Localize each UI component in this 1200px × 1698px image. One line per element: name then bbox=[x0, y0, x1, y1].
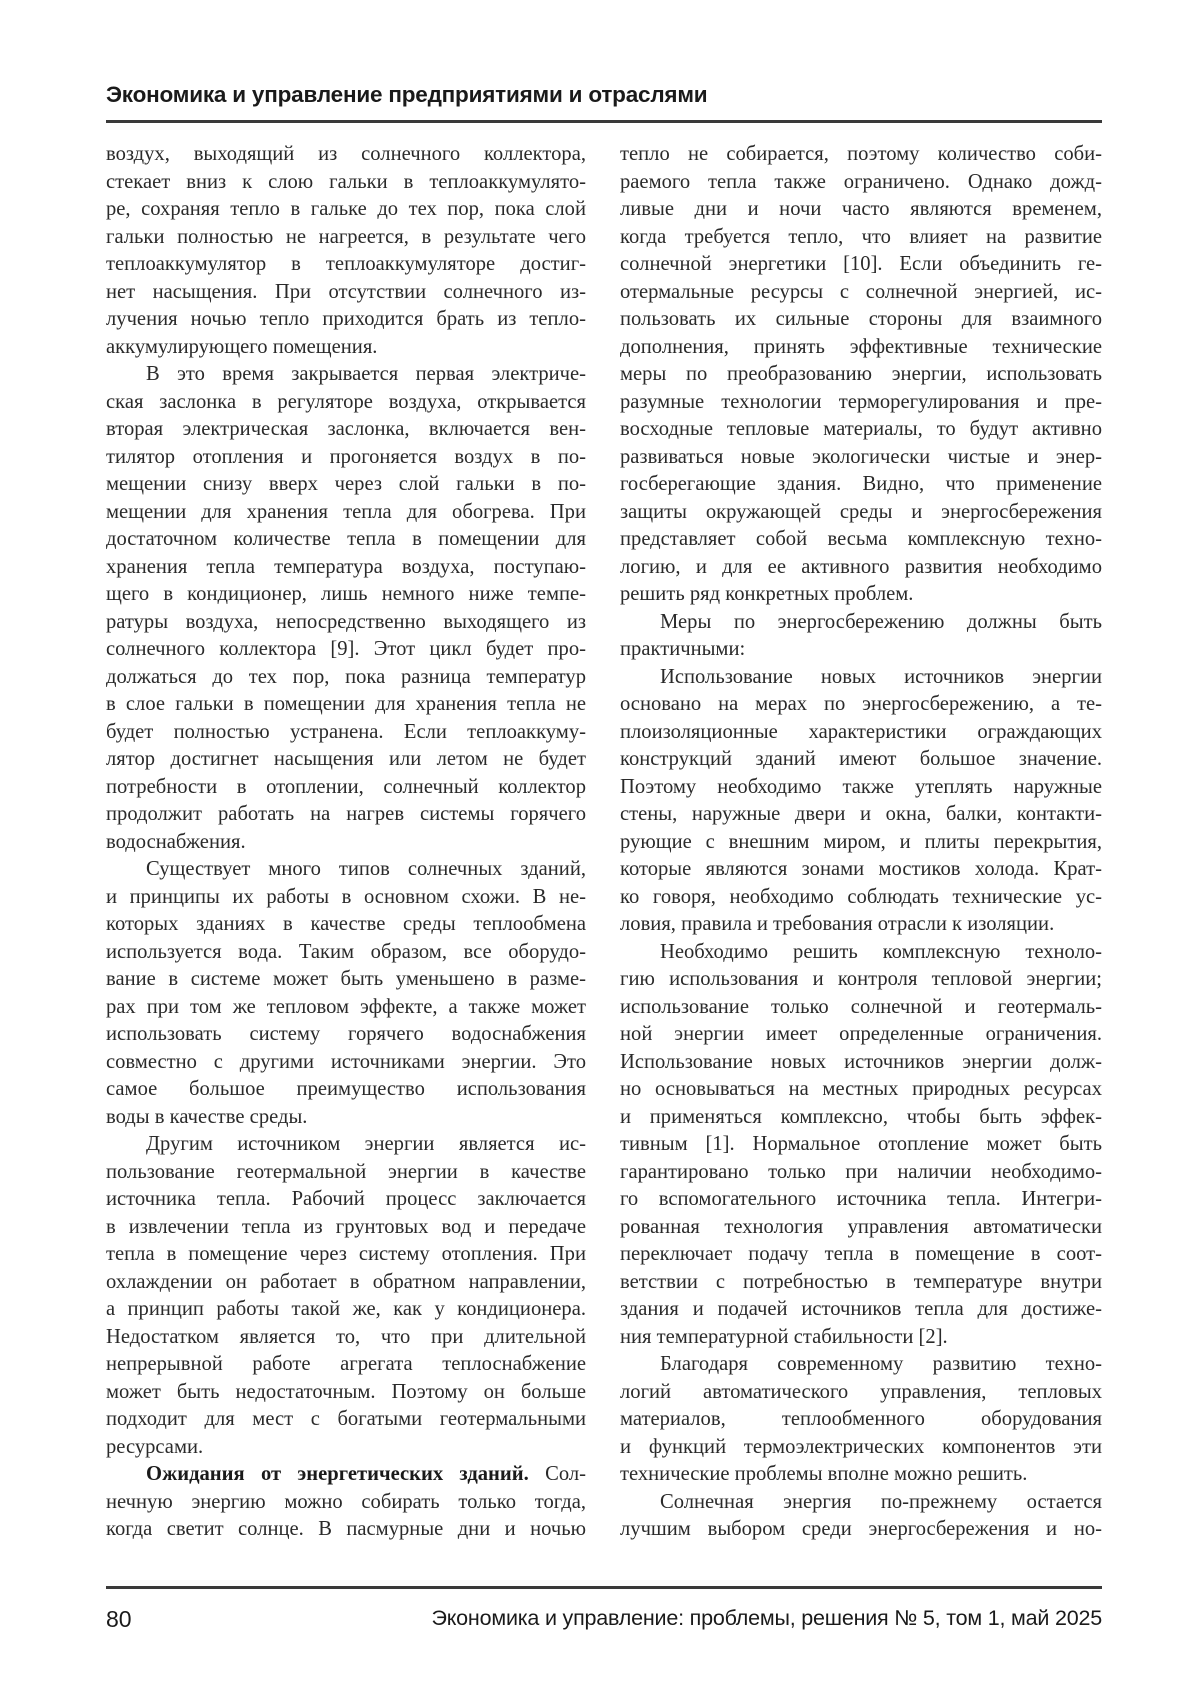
text-line bbox=[620, 361, 1102, 389]
text-line-content: достаточном количестве тепла в помещении для bbox=[106, 528, 586, 550]
text-line bbox=[620, 471, 1102, 499]
text-line bbox=[620, 1461, 1102, 1489]
text-line-content: технические проблемы вполне можно решить. bbox=[620, 1463, 1028, 1485]
text-line-content: защиты окружающей среды и энергосбережения bbox=[620, 500, 1102, 523]
text-line-content: гию использования и контроля тепловой энергии; bbox=[620, 968, 1102, 990]
text-line bbox=[106, 1076, 586, 1104]
text-line bbox=[620, 884, 1102, 912]
text-line-content: солнечной энергетики [10]. Если объединить ге- bbox=[620, 253, 1102, 275]
text-line bbox=[620, 966, 1102, 994]
left-column bbox=[106, 141, 586, 1544]
text-line bbox=[106, 251, 586, 279]
text-line bbox=[620, 664, 1102, 692]
text-line bbox=[106, 1049, 586, 1077]
text-line-content: разумные технологии терморегулирования и пре- bbox=[620, 390, 1102, 413]
page-number: 80 bbox=[106, 1606, 132, 1632]
text-line-content: Необходимо решить комплексную техноло- bbox=[660, 940, 1102, 963]
text-line-content: ресурсами. bbox=[106, 1435, 204, 1458]
running-title: Экономика и управление предприятиями и отраслями bbox=[106, 82, 708, 107]
text-line-content: мещении для хранения тепла для обогрева. При bbox=[106, 500, 586, 523]
text-line bbox=[620, 526, 1102, 554]
text-line bbox=[106, 856, 586, 884]
text-line bbox=[106, 1241, 586, 1269]
text-line-content: будет полностью устранена. Если теплоаккуму- bbox=[106, 720, 586, 743]
text-line bbox=[620, 1351, 1102, 1379]
text-line-content: источника тепла. Рабочий процесс заключается bbox=[106, 1188, 586, 1210]
text-line-content: нет насыщения. При отсутствии солнечного из- bbox=[106, 280, 586, 303]
text-line-content: пользовать их сильные стороны для взаимного bbox=[620, 308, 1102, 330]
text-line-content: совместно с другими источниками энергии. Это bbox=[106, 1050, 586, 1073]
text-line bbox=[620, 994, 1102, 1022]
text-line bbox=[106, 444, 586, 472]
text-line-content: самое большое преимущество использования bbox=[106, 1078, 586, 1100]
text-line bbox=[620, 1516, 1102, 1544]
text-line bbox=[620, 1434, 1102, 1462]
text-line bbox=[620, 746, 1102, 774]
text-line-content: вторая электрическая заслонка, включается вен- bbox=[106, 418, 586, 440]
footer-rule bbox=[106, 1586, 1102, 1589]
text-line bbox=[106, 691, 586, 719]
text-line-content: и функций термоэлектрических компонентов эти bbox=[620, 1435, 1102, 1458]
text-line-content: лучения ночью тепло приходится брать из тепло- bbox=[106, 308, 586, 330]
text-line-content: основано на мерах по энергосбережению, а те- bbox=[620, 693, 1102, 715]
text-line-content: охлаждении он работает в обратном направлении, bbox=[106, 1270, 586, 1293]
text-line bbox=[620, 1131, 1102, 1159]
text-line-content: и принципы их работы в основном схожи. В не- bbox=[106, 885, 586, 908]
text-line bbox=[620, 444, 1102, 472]
text-line bbox=[106, 939, 586, 967]
text-line bbox=[106, 196, 586, 224]
text-line-content: ловия, правила и требования отрасли к изоляции. bbox=[620, 913, 1055, 935]
text-line-content: потребности в отоплении, солнечный коллектор bbox=[106, 775, 586, 798]
text-line bbox=[106, 884, 586, 912]
text-line-content: может быть недостаточным. Поэтому он больше bbox=[106, 1380, 586, 1403]
text-line bbox=[620, 416, 1102, 444]
text-line bbox=[620, 1269, 1102, 1297]
text-line-content: хранения тепла температура воздуха, поступаю- bbox=[106, 555, 586, 578]
text-line-content: отермальные ресурсы с солнечной энергией, ис- bbox=[620, 280, 1102, 303]
text-line bbox=[106, 1434, 586, 1462]
text-line-content: практичными: bbox=[620, 638, 746, 660]
text-line-content: но основываться на местных природных ресурсах bbox=[620, 1078, 1102, 1100]
text-line-content: когда требуется тепло, что влияет на развитие bbox=[620, 225, 1102, 248]
text-line-content: рующие с внешним миром, и плиты перекрытия, bbox=[620, 830, 1102, 853]
text-line bbox=[620, 609, 1102, 637]
text-line bbox=[106, 1461, 586, 1489]
text-line-content: развиваться новые экологически чистые и энер- bbox=[620, 445, 1102, 468]
text-line-content: Существует много типов солнечных зданий, bbox=[146, 858, 586, 880]
text-line-content: Меры по энергосбережению должны быть bbox=[660, 610, 1102, 633]
text-line-content: В это время закрывается первая электриче- bbox=[146, 363, 586, 385]
section-lead-heading: Ожидания от энергетических зданий. bbox=[146, 1463, 529, 1485]
text-line-content: аккумулирующего помещения. bbox=[106, 335, 378, 358]
text-line bbox=[620, 251, 1102, 279]
text-line bbox=[106, 361, 586, 389]
text-line bbox=[106, 306, 586, 334]
text-line-content: которые являются зонами мостиков холода. Крат- bbox=[620, 858, 1102, 880]
text-line-content: тепла в помещение через систему отопления. При bbox=[106, 1243, 586, 1265]
text-line-content: нечную энергию можно собирать только тогда, bbox=[106, 1490, 586, 1513]
text-line bbox=[620, 499, 1102, 527]
right-column bbox=[620, 141, 1102, 1544]
text-line bbox=[106, 141, 586, 169]
text-line-content: го вспомогательного источника тепла. Интегри- bbox=[620, 1188, 1102, 1210]
text-line-content: здания и подачей источников тепла для достиже- bbox=[620, 1298, 1102, 1320]
text-line-content: Недостатком является то, что при длительной bbox=[106, 1325, 586, 1348]
text-line-content: теплоаккумулятор в теплоаккумуляторе достиг- bbox=[106, 253, 586, 275]
text-line bbox=[620, 389, 1102, 417]
text-line-content: материалов, теплообменного оборудования bbox=[620, 1408, 1102, 1430]
text-line-content: использование только солнечной и геотермаль- bbox=[620, 995, 1102, 1018]
text-line bbox=[106, 169, 586, 197]
text-line bbox=[106, 554, 586, 582]
text-line bbox=[620, 1241, 1102, 1269]
text-line bbox=[106, 499, 586, 527]
text-line-content: представляет собой весьма комплексную техно- bbox=[620, 528, 1102, 550]
text-line bbox=[106, 746, 586, 774]
text-line bbox=[620, 169, 1102, 197]
text-line-content: госберегающие здания. Видно, что применение bbox=[620, 473, 1102, 495]
text-line bbox=[106, 1021, 586, 1049]
text-line-content: гарантировано только при наличии необходимо- bbox=[620, 1160, 1102, 1183]
text-line-content: Солнечная энергия по-прежнему остается bbox=[660, 1490, 1102, 1513]
text-line-content: конструкций зданий имеют большое значение. bbox=[620, 748, 1102, 770]
text-line-content: пользование геотермальной энергии в качестве bbox=[106, 1160, 586, 1183]
text-line-content: продолжит работать на нагрев системы горячего bbox=[106, 803, 586, 825]
text-line-content: используется вода. Таким образом, все оборудо- bbox=[106, 940, 586, 963]
text-line-content: Поэтому необходимо также утеплять наружные bbox=[620, 775, 1102, 798]
text-line-content: солнечного коллектора [9]. Этот цикл будет про- bbox=[106, 638, 586, 660]
text-line bbox=[106, 609, 586, 637]
text-line bbox=[620, 1076, 1102, 1104]
text-line bbox=[620, 939, 1102, 967]
text-line-content: восходные тепловые материалы, то будут активно bbox=[620, 418, 1102, 440]
text-line bbox=[106, 1489, 586, 1517]
text-line bbox=[106, 1351, 586, 1379]
text-line bbox=[106, 526, 586, 554]
text-line-content: Использование новых источников энергии долж- bbox=[620, 1050, 1102, 1073]
text-line-content: лятор достигнет насыщения или летом не будет bbox=[106, 748, 586, 770]
text-line bbox=[106, 1406, 586, 1434]
text-line-content: подходит для мест с богатыми геотермальными bbox=[106, 1408, 586, 1430]
text-line bbox=[620, 774, 1102, 802]
text-line-content: ко говоря, необходимо соблюдать технические ус- bbox=[620, 885, 1102, 908]
text-line-content: переключает подачу тепла в помещение в соот- bbox=[620, 1243, 1102, 1265]
text-line bbox=[620, 1489, 1102, 1517]
text-line bbox=[620, 1021, 1102, 1049]
text-line bbox=[620, 636, 1102, 664]
text-line-content: тепло не собирается, поэтому количество соби- bbox=[620, 143, 1102, 165]
text-line bbox=[106, 279, 586, 307]
text-line-content: ратуры воздуха, непосредственно выходящего из bbox=[106, 610, 586, 633]
text-line bbox=[106, 1379, 586, 1407]
text-line-content: которых зданиях в качестве среды теплообмена bbox=[106, 913, 586, 935]
text-line-content: тилятор отопления и прогоняется воздух в по- bbox=[106, 445, 586, 468]
text-line-content: когда светит солнце. В пасмурные дни и ночью bbox=[106, 1518, 586, 1540]
text-line bbox=[620, 856, 1102, 884]
text-line bbox=[106, 911, 586, 939]
text-line-content: водоснабжения. bbox=[106, 830, 246, 853]
text-line-content: ская заслонка в регуляторе воздуха, открывается bbox=[106, 390, 586, 413]
text-line bbox=[620, 1214, 1102, 1242]
text-line-content: ре, сохраняя тепло в гальке до тех пор, пока слой bbox=[106, 198, 586, 220]
text-line-content: ния температурной стабильности [2]. bbox=[620, 1325, 948, 1348]
text-line bbox=[620, 691, 1102, 719]
text-line bbox=[106, 994, 586, 1022]
text-line bbox=[106, 416, 586, 444]
text-line bbox=[620, 1104, 1102, 1132]
text-line bbox=[106, 1296, 586, 1324]
text-line-content: меры по преобразованию энергии, использовать bbox=[620, 363, 1102, 385]
text-line bbox=[106, 224, 586, 252]
text-line bbox=[620, 719, 1102, 747]
text-line bbox=[620, 334, 1102, 362]
text-line-content: вание в системе может быть уменьшено в разме- bbox=[106, 968, 586, 990]
text-line-content: логий автоматического управления, тепловых bbox=[620, 1380, 1102, 1403]
text-line bbox=[620, 224, 1102, 252]
text-line-content: стены, наружные двери и окна, балки, контакти- bbox=[620, 803, 1102, 825]
text-line bbox=[106, 1269, 586, 1297]
text-line-content: воды в качестве среды. bbox=[106, 1105, 308, 1128]
text-line bbox=[620, 829, 1102, 857]
text-line-content: стекает вниз к слою гальки в теплоаккумулято- bbox=[106, 170, 586, 193]
text-line bbox=[106, 389, 586, 417]
text-line-content: и применяться комплексно, чтобы быть эффек- bbox=[620, 1105, 1102, 1128]
text-line bbox=[106, 334, 586, 362]
text-line bbox=[620, 306, 1102, 334]
text-line bbox=[620, 801, 1102, 829]
text-line bbox=[106, 1324, 586, 1352]
text-line-content: ливые дни и ночи часто являются временем, bbox=[620, 198, 1102, 220]
text-line-content: мещении снизу вверх через слой гальки в по- bbox=[106, 473, 586, 495]
text-line bbox=[620, 554, 1102, 582]
text-line-content: непрерывной работе агрегата теплоснабжение bbox=[106, 1353, 586, 1375]
text-line-content: логию, и для ее активного развития необходимо bbox=[620, 555, 1102, 578]
text-line-content: Использование новых источников энергии bbox=[660, 665, 1102, 688]
text-line bbox=[106, 801, 586, 829]
text-line-content: гальки полностью не нагреется, в результате чего bbox=[106, 225, 586, 248]
text-line bbox=[620, 1379, 1102, 1407]
text-line-content: Другим источником энергии является ис- bbox=[146, 1133, 586, 1155]
text-line-content: щего в кондиционер, лишь немного ниже темпе- bbox=[106, 583, 586, 605]
text-line-content: рованная технология управления автоматически bbox=[620, 1215, 1102, 1238]
text-line bbox=[106, 719, 586, 747]
text-line bbox=[620, 1159, 1102, 1187]
text-line bbox=[106, 581, 586, 609]
text-line bbox=[106, 1214, 586, 1242]
text-line bbox=[620, 911, 1102, 939]
text-line bbox=[106, 829, 586, 857]
text-line-content: а принцип работы такой же, как у кондиционера. bbox=[106, 1298, 586, 1320]
text-line-content: использовать систему горячего водоснабжения bbox=[106, 1023, 586, 1045]
text-line-content: в извлечении тепла из грунтовых вод и передаче bbox=[106, 1215, 586, 1238]
text-line bbox=[106, 664, 586, 692]
text-line-content: ной энергии имеет определенные ограничения. bbox=[620, 1023, 1102, 1045]
text-line-content: рах при том же тепловом эффекте, а также может bbox=[106, 995, 586, 1018]
text-line bbox=[620, 1296, 1102, 1324]
text-line bbox=[620, 196, 1102, 224]
text-line bbox=[106, 774, 586, 802]
text-line-content: плоизоляционные характеристики ограждающих bbox=[620, 720, 1102, 743]
text-line-content: Сол- bbox=[528, 1463, 586, 1485]
text-line bbox=[620, 141, 1102, 169]
text-line-content: раемого тепла также ограничено. Однако дожд- bbox=[620, 170, 1102, 193]
text-line bbox=[106, 1186, 586, 1214]
text-line bbox=[620, 279, 1102, 307]
text-line bbox=[106, 1131, 586, 1159]
text-line-content: в слое гальки в помещении для хранения тепла не bbox=[106, 693, 586, 715]
text-line bbox=[620, 581, 1102, 609]
text-line bbox=[620, 1186, 1102, 1214]
text-line-content: тивным [1]. Нормальное отопление может быть bbox=[620, 1133, 1102, 1155]
text-line-content: дополнения, принять эффективные технические bbox=[620, 335, 1102, 358]
header-rule bbox=[106, 120, 1102, 123]
text-line-content: должаться до тех пор, пока разница температур bbox=[106, 665, 586, 688]
text-line bbox=[106, 966, 586, 994]
journal-citation: Экономика и управление: проблемы, решения № 5, том 1, май 2025 bbox=[431, 1606, 1102, 1630]
text-line bbox=[620, 1049, 1102, 1077]
text-line-content: воздух, выходящий из солнечного коллектора, bbox=[106, 143, 586, 165]
text-line bbox=[620, 1406, 1102, 1434]
text-line bbox=[106, 1159, 586, 1187]
text-line bbox=[620, 1324, 1102, 1352]
text-line bbox=[106, 1104, 586, 1132]
text-line-content: решить ряд конкретных проблем. bbox=[620, 583, 914, 605]
text-line bbox=[106, 1516, 586, 1544]
text-line bbox=[106, 471, 586, 499]
text-line-content: Благодаря современному развитию техно- bbox=[660, 1353, 1102, 1375]
text-line-content: ветствии с потребностью в температуре внутри bbox=[620, 1270, 1102, 1293]
text-line-content: лучшим выбором среди энергосбережения и но- bbox=[620, 1518, 1102, 1540]
text-line bbox=[106, 636, 586, 664]
